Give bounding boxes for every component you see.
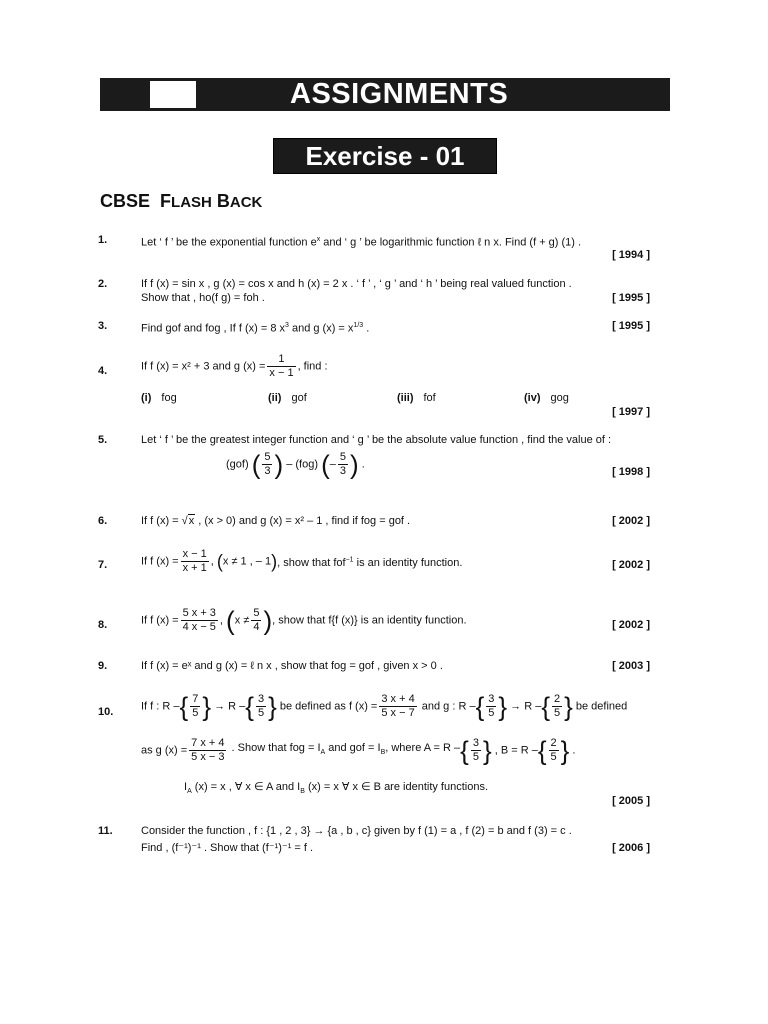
question-text: Let ‘ f ’ be the exponential function $e^x$ and ‘ g ’ be logarithmic function ℓ n x. Find (f + g) (1) . — [141, 236, 582, 249]
year-tag: [ 2002 ] — [612, 559, 650, 571]
question-text: If f (x) = eˣ and g (x) = ℓ n x , show that fog = gof , given x > 0 . — [141, 660, 443, 672]
question-number: 7. — [98, 559, 108, 571]
year-tag: [ 2003 ] — [612, 660, 650, 672]
question-number: 1. — [98, 234, 108, 246]
section-title-ack: ACK — [229, 194, 263, 211]
option-i: (i) fog — [141, 392, 177, 404]
assignments-banner — [100, 78, 670, 111]
option-ii: (ii) gof — [268, 392, 307, 404]
year-tag: [ 1997 ] — [612, 406, 650, 418]
question-text: Let ‘ f ’ be the greatest integer function and ‘ g ’ be the absolute value function , find the value of : — [141, 434, 612, 446]
question-number: 2. — [98, 278, 108, 290]
question-text: If f : R –{ $\frac{7}{5}$ } → R –{ $\frac{3}{5}$ } be defined as f (x) = $\frac{3 x + 4}{5 x - 7}$ and g : R –{ $\frac{3}{5}$ } → R –{ $\frac{2}{5}$ } be defined — [141, 691, 628, 722]
section-title-lash: LASH — [171, 194, 212, 211]
question-text: Find gof and fog , If f (x) = 8 $x^3$ and g $(x) = x^{1/3}$ . — [141, 322, 370, 335]
question-text-line-2: Find , (f⁻¹)⁻¹ . Show that (f⁻¹)⁻¹ = f . — [141, 842, 314, 854]
banner-title: ASSIGNMENTS — [290, 78, 509, 110]
year-tag: [ 2006 ] — [612, 842, 650, 854]
year-tag: [ 1995 ] — [612, 320, 650, 332]
question-number: 9. — [98, 660, 108, 672]
banner-white-box — [150, 81, 196, 108]
year-tag: [ 2005 ] — [612, 795, 650, 807]
question-number: 5. — [98, 434, 108, 446]
section-title-f: F — [160, 191, 172, 211]
question-text: If f (x) = √x , (x > 0) and g (x) = x² – 1 , find if fog = gof . — [141, 515, 411, 527]
question-number: 8. — [98, 619, 108, 631]
question-number: 4. — [98, 365, 108, 377]
question-text-line-2: as g (x) = $\frac{7 x + 4}{5 x - 3}$ . Show that fog = $I_A$ and gof = $I_B$, where A = R –{ $\frac{3}{5}$ } , B = R –{ $\frac{2}{5}$ } . — [141, 735, 576, 766]
question-text: If f (x) = $\frac{x - 1}{x + 1}$ , (x ≠ 1 , – 1), show that fof$^{-1}$ is an identity function. — [141, 548, 463, 574]
year-tag: [ 2002 ] — [612, 515, 650, 527]
question-text: Consider the function , f : {1 , 2 , 3} → {a , b , c} given by f (1) = a , f (2) = b and f (3) = c . — [141, 825, 572, 837]
question-text: If f (x) = $\frac{5 x + 3}{4 x - 5}$ , (x ≠ $\frac{5}{4}$ ), show that f{f (x)} is an identity function. — [141, 605, 467, 636]
year-tag: [ 2002 ] — [612, 619, 650, 631]
question-expression: (gof) ( $\frac{5}{3}$ ) – (fog) (– $\frac{5}{3}$ ) . — [226, 449, 365, 480]
exercise-label: Exercise - 01 — [305, 141, 465, 171]
question-text-line-3: $I_A$ (x) = x , ∀ x ∈ A and $I_B$ (x) = x ∀ x ∈ B are identity functions. — [184, 781, 489, 796]
option-iii: (iii) fof — [397, 392, 436, 404]
question-text: If f (x) = x² + 3 and g (x) = $\frac{1}{x - 1}$ , find : — [141, 353, 328, 379]
question-text-line-2: Show that , ho(f g) = foh . — [141, 292, 265, 304]
question-number: 11. — [98, 825, 113, 837]
year-tag: [ 1995 ] — [612, 292, 650, 304]
section-title-cbse: CBSE — [100, 191, 151, 211]
question-text: If f (x) = sin x , g (x) = cos x and h (x) = 2 x . ‘ f ’ , ‘ g ’ and ‘ h ’ being real valued function . — [141, 278, 572, 290]
option-iv: (iv) gog — [524, 392, 569, 404]
year-tag: [ 1998 ] — [612, 466, 650, 478]
question-number: 6. — [98, 515, 108, 527]
question-number: 3. — [98, 320, 108, 332]
year-tag: [ 1994 ] — [612, 249, 650, 261]
question-number: 10. — [98, 706, 114, 718]
section-title-b: B — [216, 191, 230, 211]
exercise-banner — [273, 138, 497, 174]
section-title — [100, 191, 262, 212]
